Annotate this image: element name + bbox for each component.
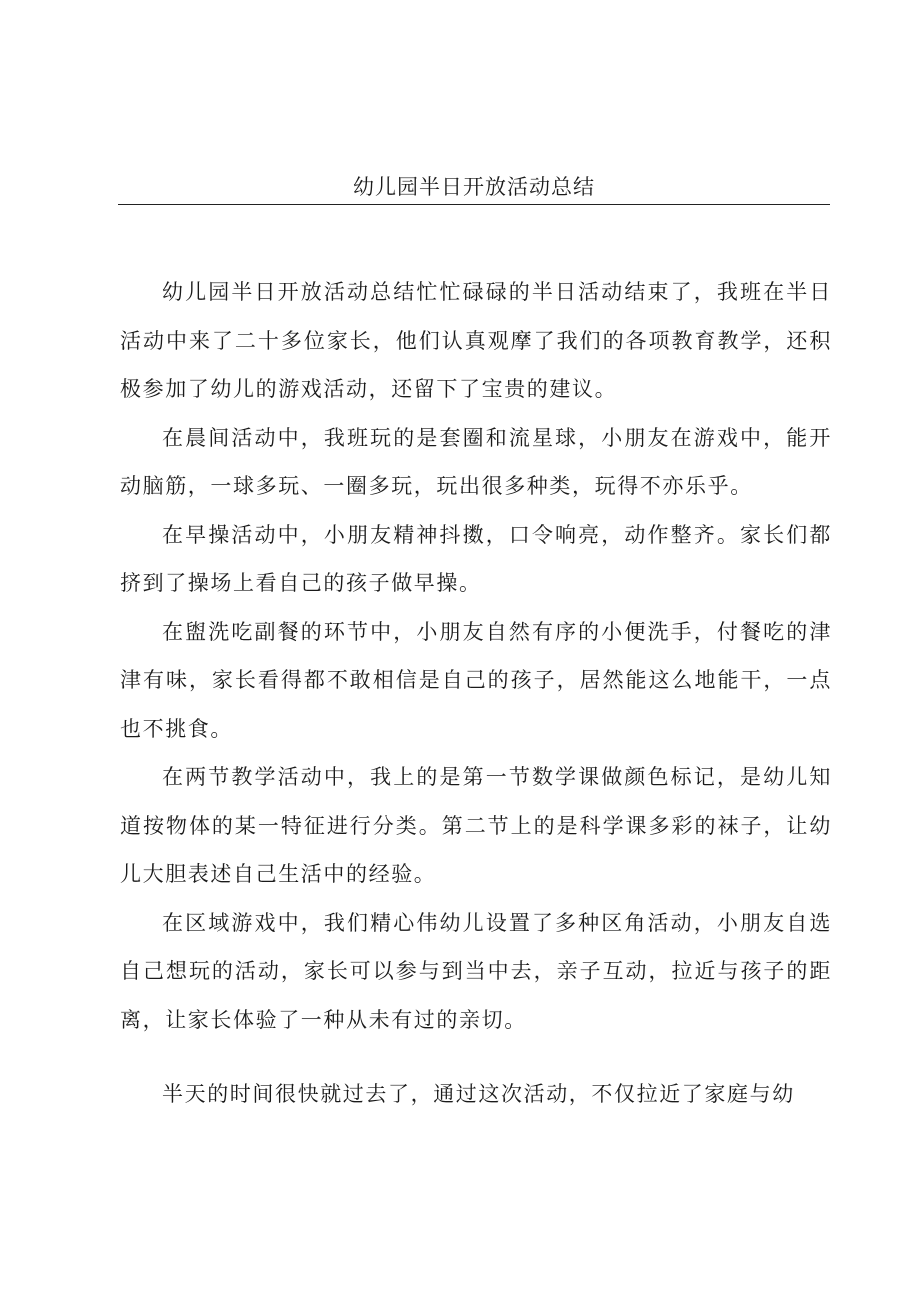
paragraph-area-games: 在区域游戏中，我们精心伟幼儿设置了多种区角活动，小朋友自选自己想玩的活动，家长可以参与到当中去，亲子互动，拉近与孩子的距离，让家长体验了一种从未有过的亲切。 (120, 910, 832, 1032)
intro-paragraph (120, 268, 832, 414)
document-body (120, 268, 832, 1119)
paragraph-teaching-activity: 在两节教学活动中，我上的是第一节数学课做颜色标记，是幼儿知道按物体的某一特征进行分类。第二节上的是科学课多彩的袜子，让幼儿大胆表述自己生活中的经验。 (120, 765, 832, 886)
intro-text: 忙忙碌碌的半日活动结束了，我班在半日活动中来了二十多位家长，他们认真观摩了我们的各项教育教学，还积极参加了幼儿的游戏活动，还留下了宝贵的建议。 (120, 280, 832, 401)
paragraph-morning-activity: 在晨间活动中，我班玩的是套圈和流星球，小朋友在游戏中，能开动脑筋，一球多玩、一圈多玩，玩出很多种类，玩得不亦乐乎。 (120, 425, 832, 498)
paragraph-spacer (120, 1044, 832, 1070)
paragraph-washing-snack: 在盥洗吃副餐的环节中，小朋友自然有序的小便洗手，付餐吃的津津有味，家长看得都不敢相信是自己的孩子，居然能这么地能干，一点也不挑食。 (120, 619, 832, 741)
title-underline (118, 204, 830, 205)
document-title: 幼儿园半日开放活动总结 (353, 175, 595, 199)
intro-lead: 幼儿园半日开放活动总结 (162, 280, 417, 304)
paragraph-closing: 半天的时间很快就过去了，通过这次活动，不仅拉近了家庭与幼 (162, 1082, 795, 1106)
paragraph-morning-exercise: 在早操活动中，小朋友精神抖擞，口令响亮，动作整齐。家长们都挤到了操场上看自己的孩子做早操。 (120, 522, 832, 595)
